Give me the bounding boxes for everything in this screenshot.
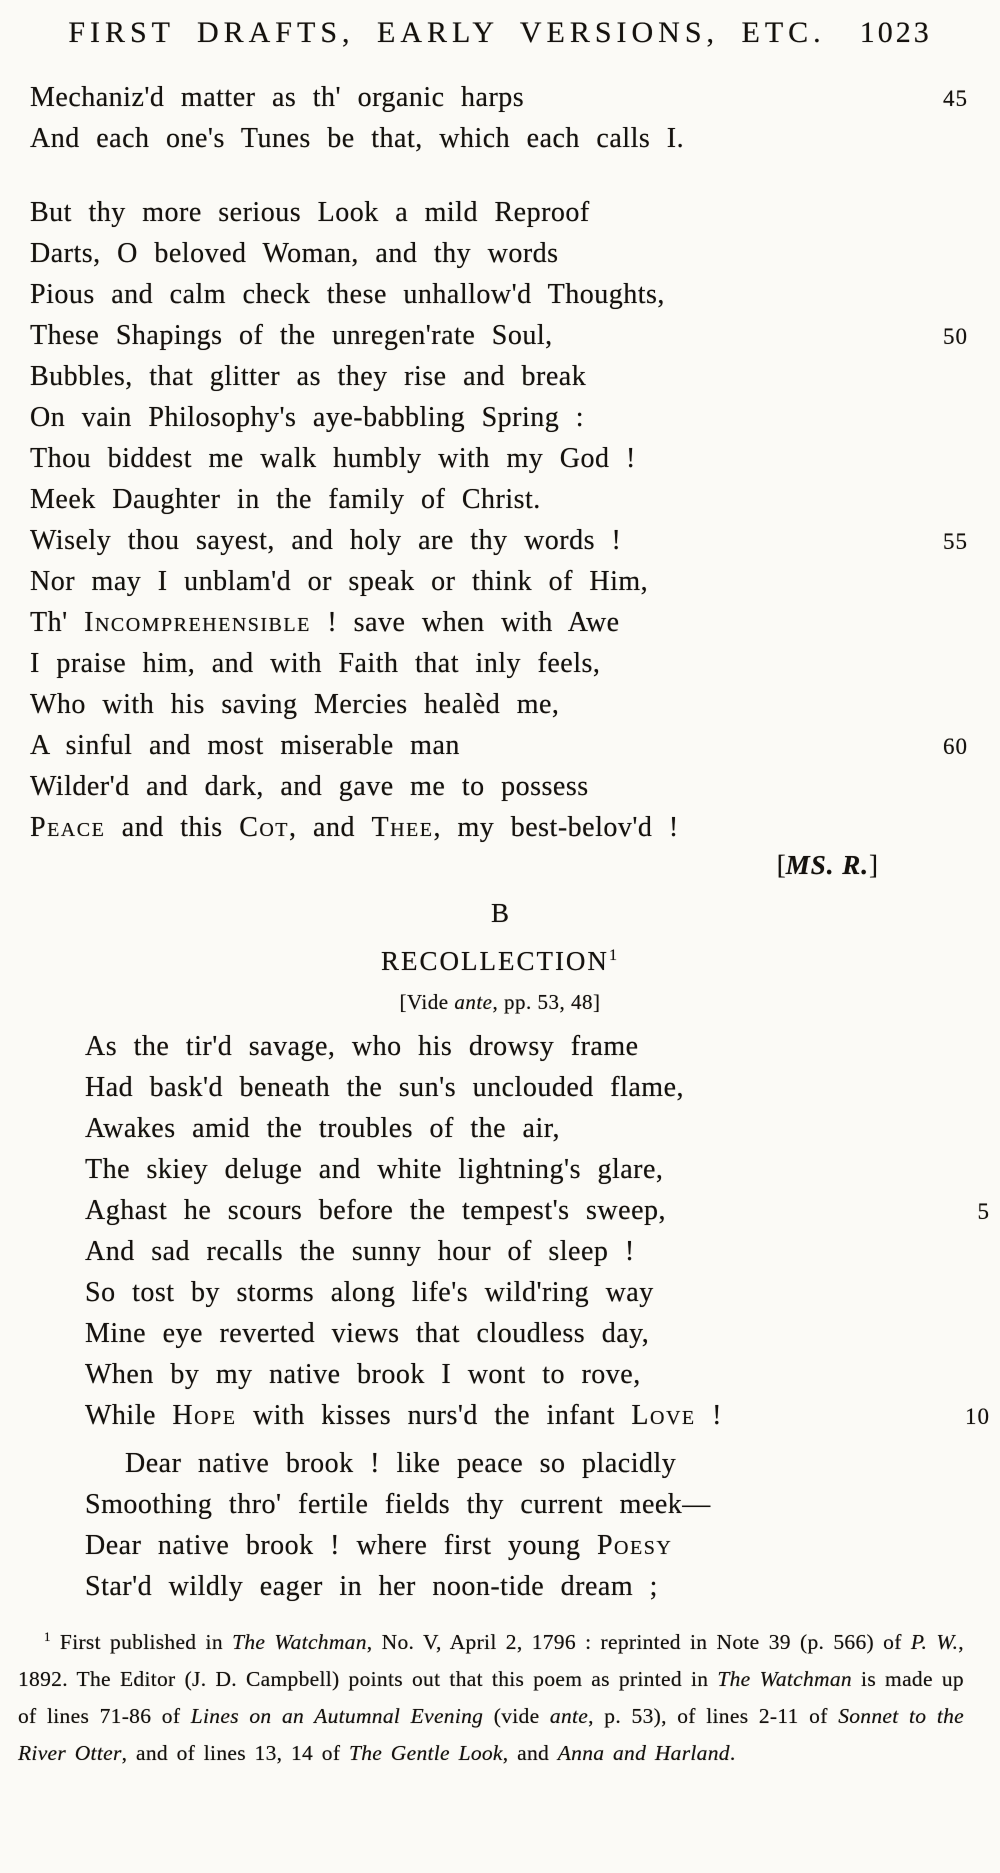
footnote <box>18 1624 964 1772</box>
footnote-text: is made up of lines 71-86 of <box>18 1667 964 1728</box>
poem-line-text: While <box>85 1400 173 1431</box>
footnote-italic-title: Anna and Harland <box>557 1741 730 1765</box>
poem-line-text: Awakes amid the troubles of the air, <box>85 1113 560 1144</box>
poem-line-text: As the tir'd savage, who his drowsy frame <box>85 1031 639 1062</box>
poem-line-text: , my best-belov'd ! <box>433 812 679 843</box>
small-caps-word: Love <box>631 1400 696 1431</box>
poem-line <box>85 1190 1000 1231</box>
footnote-text: , 1892. The Editor (J. D. Campbell) points out that this poem as printed in <box>18 1630 964 1691</box>
line-number: 50 <box>943 324 968 349</box>
line-number: 10 <box>965 1404 990 1429</box>
footnote-italic-word: ante <box>549 1704 589 1728</box>
poem-line <box>30 192 1000 233</box>
footnote-text: First published in <box>50 1630 233 1654</box>
poem-line-text: And sad recalls the sunny hour of sleep ! <box>85 1236 635 1267</box>
poem-line-text: ! <box>695 1400 722 1431</box>
poem-line-text: Darts, O beloved Woman, and thy words <box>30 238 559 269</box>
poem-line <box>85 1313 1000 1354</box>
poem-line <box>85 1231 1000 1272</box>
poem-line-text: Mechaniz'd matter as th' organic harps <box>30 82 525 113</box>
poem-line <box>30 397 1000 438</box>
poem-line <box>30 602 1000 643</box>
poem-line-text: When by my native brook I wont to rove, <box>85 1359 641 1390</box>
poem-line <box>30 479 1000 520</box>
bracket: [ <box>776 850 786 880</box>
footnote-text: . <box>729 1741 736 1765</box>
footnote-text: , and <box>502 1741 558 1765</box>
poem-line-text: Nor may I unblam'd or speak or think of Him, <box>30 566 649 597</box>
line-number: 45 <box>943 86 968 111</box>
poem-line <box>85 1443 1000 1484</box>
poem-line-text: Dear native brook ! like peace so placidly <box>125 1448 677 1479</box>
poem-line <box>30 520 1000 561</box>
footnote-text: (vide <box>483 1704 550 1728</box>
attribution-text: MS. R. <box>785 850 869 880</box>
page-number: 1023 <box>859 16 932 49</box>
footnote-italic-title: The Watchman <box>232 1630 367 1654</box>
footnote-text: , No. V, April 2, 1796 : reprinted in Note 39 (p. 566) of <box>366 1630 911 1654</box>
poem-line-text: I praise him, and with Faith that inly feels, <box>30 648 601 679</box>
poem-line-text: Wilder'd and dark, and gave me to possess <box>30 771 589 802</box>
poem-line-text: Bubbles, that glitter as they rise and break <box>30 361 587 392</box>
poem-line <box>30 315 1000 356</box>
small-caps-word: Peace <box>30 812 106 843</box>
poem-subtitle <box>0 990 1000 1015</box>
poem-line <box>85 1108 1000 1149</box>
poem-line <box>30 438 1000 479</box>
poem-line <box>30 274 1000 315</box>
poem-title <box>0 946 1000 977</box>
poem-line-text: But thy more serious Look a mild Reproof <box>30 197 590 228</box>
poem-title-text: RECOLLECTION <box>380 946 609 976</box>
poem-line <box>30 77 1000 118</box>
line-number: 60 <box>943 734 968 759</box>
poem-line-text: Had bask'd beneath the sun's unclouded flame, <box>85 1072 684 1103</box>
poem-line <box>30 356 1000 397</box>
poem-line-text: On vain Philosophy's aye-babbling Spring : <box>30 402 585 433</box>
poem-line <box>85 1149 1000 1190</box>
poem-line-text: Aghast he scours before the tempest's sweep, <box>85 1195 667 1226</box>
poem-line-text: A sinful and most miserable man <box>30 730 460 761</box>
poem-line <box>30 118 1000 159</box>
small-caps-word: Hope <box>172 1400 237 1431</box>
poem-line <box>30 233 1000 274</box>
poem-line-text: Star'd wildly eager in her noon-tide dream ; <box>85 1571 658 1602</box>
footnote-text: , p. 53), of lines 2-11 of <box>588 1704 839 1728</box>
poem-line-text: ! save when with Awe <box>310 607 620 638</box>
poem-line-text: Who with his saving Mercies healèd me, <box>30 689 560 720</box>
bracket: ] <box>869 850 878 880</box>
poem-line-text: The skiey deluge and white lightning's glare, <box>85 1154 664 1185</box>
footnote-italic-title: The Gentle Look <box>348 1741 503 1765</box>
poem-line <box>85 1484 1000 1525</box>
small-caps-word: Incomprehensible <box>84 607 311 638</box>
section-label: B <box>490 898 509 928</box>
poem-line <box>85 1026 1000 1067</box>
poem-line <box>85 1525 1000 1566</box>
poem-a-stanza-1 <box>30 77 1000 159</box>
poem-line <box>85 1566 1000 1607</box>
footnote-reference-mark: 1 <box>608 946 620 964</box>
footnote-italic-title: The Watchman <box>717 1667 852 1691</box>
poem-line <box>85 1272 1000 1313</box>
footnote-text: , and of lines 13, 14 of <box>121 1741 349 1765</box>
poem-line-text: Thou biddest me walk humbly with my God ! <box>30 443 636 474</box>
line-number: 55 <box>943 529 968 554</box>
line-number: 5 <box>977 1199 990 1224</box>
poem-line-text: And each one's Tunes be that, which each calls I. <box>30 123 685 154</box>
poem-line-text: So tost by storms along life's wild'ring way <box>85 1277 654 1308</box>
poem-line <box>85 1067 1000 1108</box>
poem-line <box>30 561 1000 602</box>
poem-line-text: with kisses nurs'd the infant <box>236 1400 632 1431</box>
poem-line-text: Mine eye reverted views that cloudless day, <box>85 1318 650 1349</box>
footnote-italic-title: Lines on an Autumnal Evening <box>190 1704 484 1728</box>
poem-b-stanza-2 <box>85 1443 1000 1607</box>
footnote-marker: 1 <box>44 1629 51 1644</box>
small-caps-word: Cot <box>239 812 290 843</box>
poem-line-text: Wisely thou sayest, and holy are thy words ! <box>30 525 622 556</box>
poem-line-text: Dear native brook ! where first young <box>85 1530 597 1561</box>
poem-line <box>30 766 1000 807</box>
subtitle-italic: ante <box>454 990 493 1014</box>
running-header-title: FIRST DRAFTS, EARLY VERSIONS, ETC. <box>68 16 826 49</box>
poem-line-text: and this <box>105 812 240 843</box>
subtitle-text: [Vide <box>399 990 455 1014</box>
subtitle-text: , pp. 53, 48] <box>492 990 601 1014</box>
poem-line <box>30 725 1000 766</box>
footnote-italic-title: P. W. <box>910 1630 959 1654</box>
poem-line-text: Smoothing thro' fertile fields thy current meek— <box>85 1489 711 1520</box>
poem-line-text: These Shapings of the unregen'rate Soul, <box>30 320 553 351</box>
footnote-italic-title: Sonnet to the River Otter <box>18 1704 964 1765</box>
poem-line-text: Pious and calm check these unhallow'd Thoughts, <box>30 279 665 310</box>
manuscript-attribution <box>0 850 1000 881</box>
poem-line-text: Meek Daughter in the family of Christ. <box>30 484 541 515</box>
small-caps-word: Poesy <box>596 1530 673 1561</box>
poem-b-stanza-1 <box>85 1026 1000 1436</box>
poem-a-stanza-2 <box>30 192 1000 848</box>
small-caps-word: Thee <box>371 812 434 843</box>
poem-line <box>85 1395 1000 1436</box>
poem-line <box>30 684 1000 725</box>
poem-line-text: Th' <box>30 607 85 638</box>
poem-line-text: , and <box>289 812 372 843</box>
poem-line <box>30 807 1000 848</box>
poem-line <box>30 643 1000 684</box>
running-header <box>0 16 1000 50</box>
poem-line <box>85 1354 1000 1395</box>
